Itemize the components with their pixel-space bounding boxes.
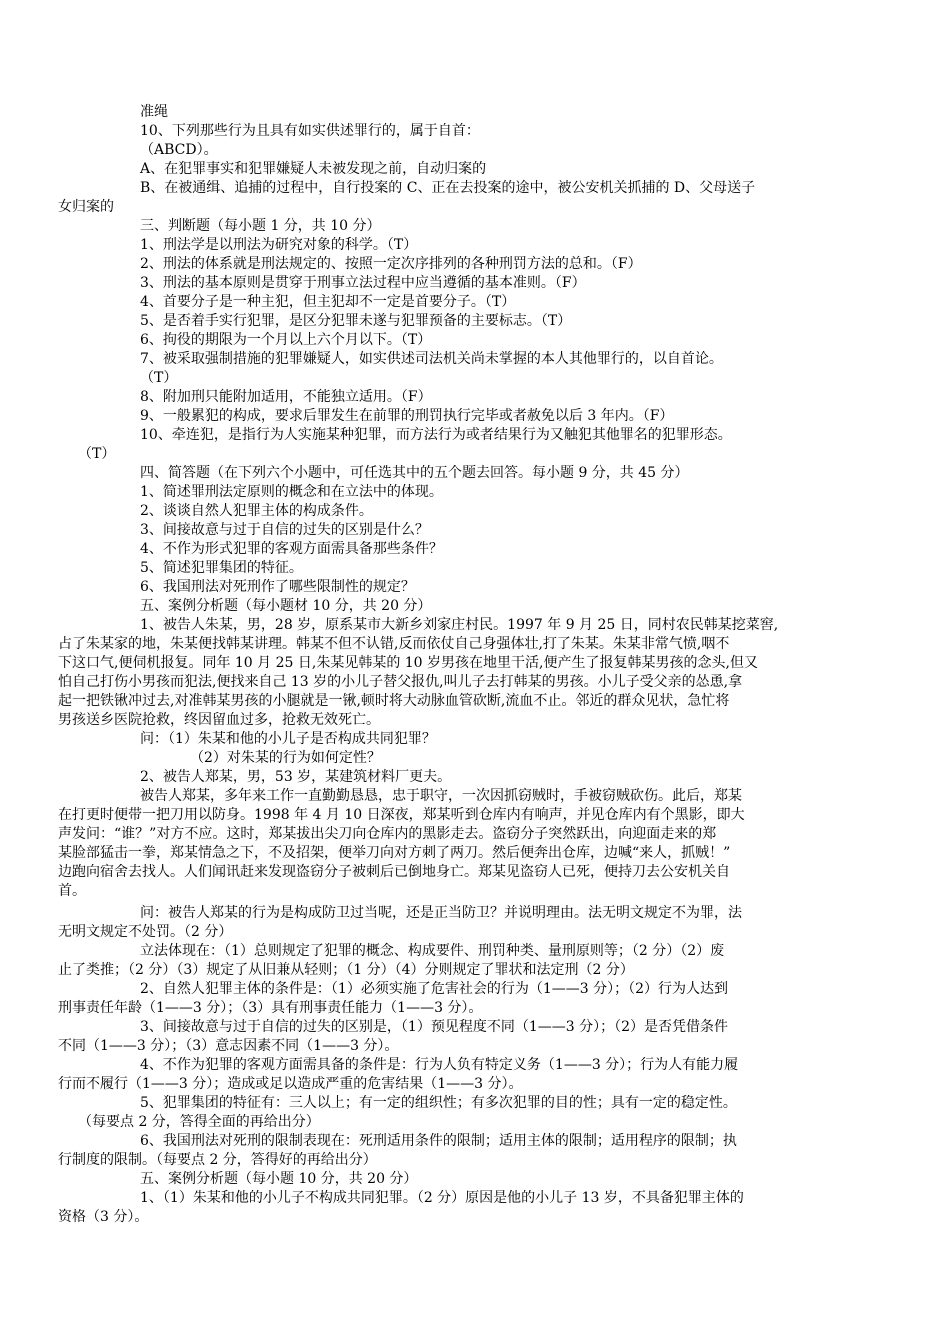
short-answer-question: 6、我国刑法对死刑作了哪些限制性的规定？ bbox=[140, 579, 415, 595]
judgment-item: 2、刑法的体系就是刑法规定的、按照一定次序排列的各种刑罚方法的总和。（F） bbox=[140, 256, 642, 272]
short-answer-question: 3、间接故意与过于自信的过失的区别是什么？ bbox=[140, 522, 429, 538]
short-answer-question: 4、不作为形式犯罪的客观方面需具备那些条件？ bbox=[140, 541, 443, 557]
judgment-item: 8、附加刑只能附加适用，不能独立适用。（F） bbox=[140, 389, 432, 405]
case-2-text: 被告人郑某，多年来工作一直勤勤恳恳，忠于职守，一次因抓窃贼时，手被窃贼砍伤。此后，郑某 bbox=[140, 788, 742, 804]
judgment-answer: （T） bbox=[140, 370, 178, 386]
case-2-text: 某脸部猛击一拳，郑某情急之下，不及招架，便举刀向对方刺了两刀。然后便奔出仓库，边喊“来人，抓贼！” bbox=[58, 845, 731, 861]
case-2-text: 声发问：“谁？”对方不应。这时，郑某拔出尖刀向仓库内的黑影走去。盗窃分子突然跃出，向迎面走来的郑 bbox=[58, 826, 717, 842]
answer-text: 行而不履行（1——3 分）；造成或足以造成严重的危害结果（1——3 分）。 bbox=[58, 1076, 523, 1092]
case-2-text: 首。 bbox=[58, 883, 86, 899]
case-2-text: 2、被告人郑某，男，53 岁，某建筑材料厂更夫。 bbox=[140, 769, 452, 785]
answer-text: 资格（3 分）。 bbox=[58, 1209, 149, 1225]
judgment-item: 7、被采取强制措施的犯罪嫌疑人，如实供述司法机关尚未掌握的本人其他罪行的，以自首论。 bbox=[140, 351, 723, 367]
judgment-item: 4、首要分子是一种主犯，但主犯却不一定是首要分子。（T） bbox=[140, 294, 516, 310]
judgment-item: 9、一般累犯的构成，要求后罪发生在前罪的刑罚执行完毕或者赦免以后 3 年内。（F） bbox=[140, 408, 674, 424]
case-1-text: 下这口气,便伺机报复。同年 10 月 25 日,朱某见韩某的 10 岁男孩在地里干活,便产生了报复韩某男孩的念头,但又 bbox=[58, 655, 758, 671]
answer-text: 3、间接故意与过于自信的过失的区别是，（1）预见程度不同（1——3 分）；（2）是否凭借条件 bbox=[140, 1019, 728, 1035]
option-a: A、在犯罪事实和犯罪嫌疑人未被发现之前，自动归案的 bbox=[140, 161, 487, 177]
answer-text: 刑事责任年龄（1——3 分）；（3）具有刑事责任能力（1——3 分）。 bbox=[58, 1000, 483, 1016]
section-heading-short-answer: 四、简答题（在下列六个小题中，可任选其中的五个题去回答。每小题 9 分，共 45 分） bbox=[140, 465, 689, 481]
judgment-item: 6、拘役的期限为一个月以上六个月以下。（T） bbox=[140, 332, 432, 348]
case-2-question: 问：被告人郑某的行为是构成防卫过当呢，还是正当防卫？并说明理由。法无明文规定不为罪，法 bbox=[140, 905, 742, 921]
section-heading-case-analysis: 五、案例分析题（每小题材 10 分，共 20 分） bbox=[140, 598, 432, 614]
answer-text: 6、我国刑法对死刑的限制表现在：死刑适用条件的限制；适用主体的限制；适用程序的限制；执 bbox=[140, 1133, 737, 1149]
case-1-text: 怕自己打伤小男孩而犯法,便找来自己 13 岁的小儿子替父报仇,叫儿子去打韩某的男孩。小儿子受父亲的怂恿,拿 bbox=[58, 674, 743, 690]
answer-text: 立法体现在：（1）总则规定了犯罪的概念、构成要件、刑罚种类、量刑原则等；（2 分）（2）废 bbox=[140, 943, 725, 959]
short-answer-question: 1、简述罪刑法定原则的概念和在立法中的体现。 bbox=[140, 484, 443, 500]
answer-text: 1、（1）朱某和他的小儿子不构成共同犯罪。（2 分）原因是他的小儿子 13 岁，不具备犯罪主体的 bbox=[140, 1190, 744, 1206]
judgment-item: 3、刑法的基本原则是贯穿于刑事立法过程中应当遵循的基本准则。（F） bbox=[140, 275, 586, 291]
answer-text: 止了类推；（2 分）（3）规定了从旧兼从轻则；（1 分）（4）分则规定了罪状和法定刑（2 分） bbox=[58, 962, 634, 978]
answer-text: 5、犯罪集团的特征有：三人以上；有一定的组织性；有多次犯罪的目的性；具有一定的稳定性。 bbox=[140, 1095, 737, 1111]
answer-text: 无明文规定不处罚。（2 分） bbox=[58, 924, 233, 940]
case-1-text: 男孩送乡医院抢救，终因留血过多，抢救无效死亡。 bbox=[58, 712, 380, 728]
case-1-text: 起一把铁锹冲过去,对准韩某男孩的小腿就是一锹,顿时将大动脉血管砍断,流血不止。邻近的群众见状，急忙将 bbox=[58, 693, 730, 709]
text-line: 女归案的 bbox=[58, 199, 114, 215]
answer-key: （ABCD）。 bbox=[140, 142, 218, 158]
short-answer-question: 5、简述犯罪集团的特征。 bbox=[140, 560, 303, 576]
judgment-item: 10、牵连犯，是指行为人实施某种犯罪，而方法行为或者结果行为又触犯其他罪名的犯罪形态。 bbox=[140, 427, 732, 443]
answer-text: 行制度的限制。（每要点 2 分，答得好的再给出分） bbox=[58, 1152, 377, 1168]
case-2-text: 在打更时便带一把刀用以防身。1998 年 4 月 10 日深夜，郑某听到仓库内有响声，并见仓库内有个黑影，即大 bbox=[58, 807, 745, 823]
short-answer-question: 2、谈谈自然人犯罪主体的构成条件。 bbox=[140, 503, 373, 519]
option-bcd: B、在被通缉、追捕的过程中，自行投案的 C、正在去投案的途中，被公安机关抓捕的 D、父母送子 bbox=[140, 180, 756, 196]
case-1-question: （2）对朱某的行为如何定性？ bbox=[190, 750, 381, 766]
case-1-text: 占了朱某家的地，朱某便找韩某讲理。韩某不但不认错,反而依仗自己身强体壮,打了朱某。朱某非常气愤,咽不 bbox=[58, 636, 730, 652]
case-1-text: 1、被告人朱某，男，28 岁，原系某市大新乡刘家庄村民。1997 年 9 月 25 日，同村农民韩某挖菜窖, bbox=[140, 617, 779, 633]
question-10: 10、下列那些行为且具有如实供述罪行的，属于自首： bbox=[140, 123, 480, 139]
answer-text: 4、不作为犯罪的客观方面需具备的条件是：行为人负有特定义务（1——3 分）；行为人有能力履 bbox=[140, 1057, 739, 1073]
answer-text: （每要点 2 分，答得全面的再给出分） bbox=[78, 1114, 320, 1130]
section-heading-judgment: 三、判断题（每小题 1 分，共 10 分） bbox=[140, 218, 381, 234]
section-heading-case-answers: 五、案例分析题（每小题 10 分，共 20 分） bbox=[140, 1171, 418, 1187]
judgment-item: 5、是否着手实行犯罪，是区分犯罪未遂与犯罪预备的主要标志。（T） bbox=[140, 313, 572, 329]
case-1-question: 问：（1）朱某和他的小儿子是否构成共同犯罪？ bbox=[140, 731, 436, 747]
judgment-item: 1、刑法学是以刑法为研究对象的科学。（T） bbox=[140, 237, 418, 253]
case-2-text: 边跑向宿舍去找人。人们闻讯赶来发现盗窃分子被刺后已倒地身亡。郑某见盗窃人已死，便持刀去公安机关自 bbox=[58, 864, 730, 880]
answer-text: 不同（1——3 分）；（3）意志因素不同（1——3 分）。 bbox=[58, 1038, 399, 1054]
answer-text: 2、自然人犯罪主体的条件是：（1）必须实施了危害社会的行为（1——3 分）；（2）行为人达到 bbox=[140, 981, 728, 997]
judgment-answer: （T） bbox=[78, 446, 116, 462]
text-line: 准绳 bbox=[140, 104, 168, 120]
